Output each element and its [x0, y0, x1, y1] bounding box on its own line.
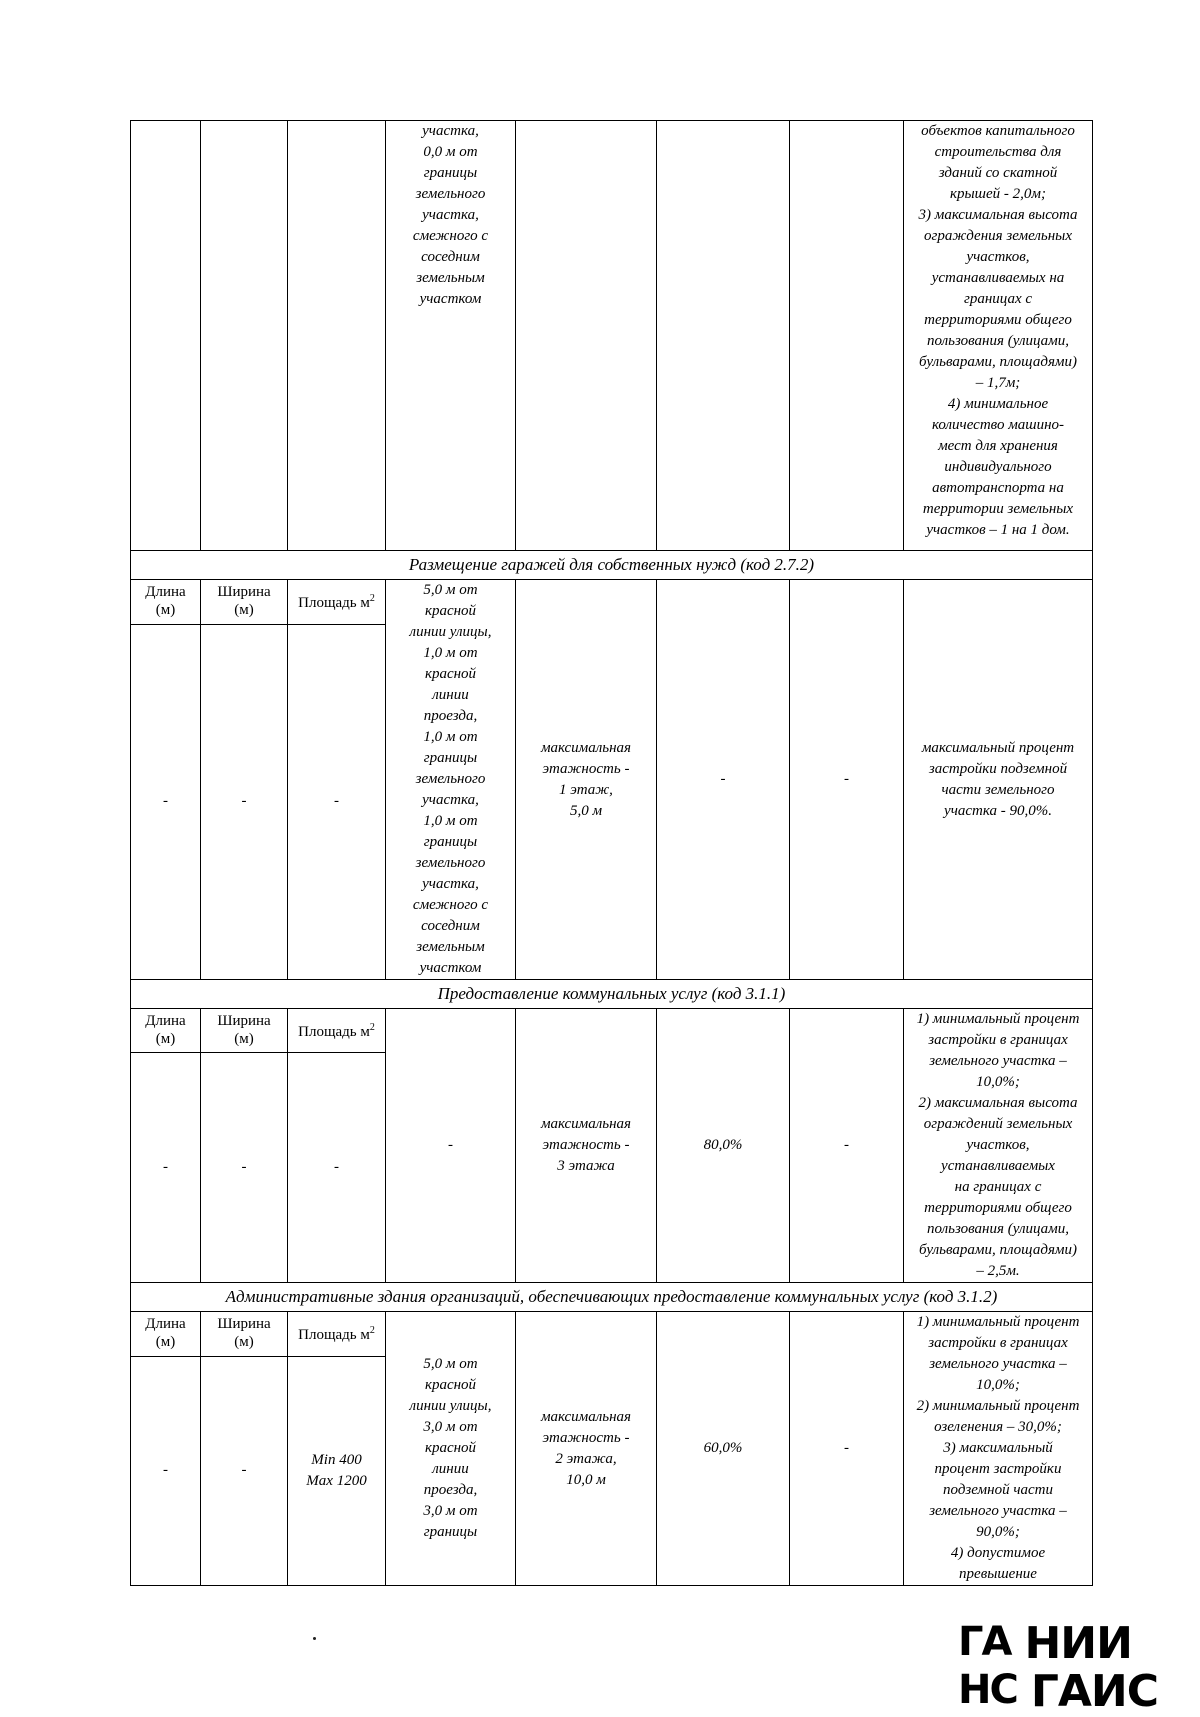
length-header: Длина (м) — [131, 1009, 201, 1053]
setback-cell: 5,0 м от красной линии улицы, 3,0 м от красной линии проезда, 3,0 м от границы — [386, 1312, 516, 1586]
length-value: - — [131, 1356, 201, 1585]
col7-cell: - — [790, 1312, 904, 1586]
logo-monogram-top: ГА — [958, 1619, 1011, 1665]
area-header — [288, 1312, 386, 1357]
continuation-row — [131, 121, 1093, 551]
cell-col7-empty — [790, 121, 904, 551]
area-value: - — [288, 1053, 386, 1283]
other-params-cell: максимальный процент застройки подземной части земельного участка - 90,0%. — [904, 580, 1093, 980]
logo-word-bottom: ГАИС — [1030, 1666, 1159, 1717]
section-header-row — [131, 551, 1093, 580]
setback-cell: - — [386, 1009, 516, 1283]
other-params-cell: 1) минимальный процент застройки в границах земельного участка – 10,0%; 2) минимальный процент озеленения – 30,0%; 3) максимальный процент застройки подземной части земельного участка – 90,0%; 4) допустимое превышение — [904, 1312, 1093, 1586]
area-header — [288, 1009, 386, 1053]
area-header-label: Площадь м — [298, 1327, 370, 1344]
page-mark — [313, 1637, 316, 1640]
area-header-label: Площадь м — [298, 595, 370, 612]
floors-cell: максимальная этажность - 3 этажа — [516, 1009, 657, 1283]
section-header-row — [131, 980, 1093, 1009]
length-header: Длина (м) — [131, 580, 201, 625]
regulations-table — [130, 120, 1093, 1586]
setback-cell: участка, 0,0 м от границы земельного участка, смежного с соседним земельным участком — [386, 121, 516, 551]
width-header: Ширина (м) — [201, 580, 288, 625]
dimension-header-row — [131, 1312, 1093, 1357]
dimension-header-row — [131, 580, 1093, 625]
floors-cell: максимальная этажность - 1 этаж, 5,0 м — [516, 580, 657, 980]
organization-logo — [958, 1618, 1168, 1717]
width-value: - — [201, 1053, 288, 1283]
width-header: Ширина (м) — [201, 1009, 288, 1053]
length-value: - — [131, 1053, 201, 1283]
area-value: - — [288, 624, 386, 979]
logo-word-top: НИИ — [1024, 1618, 1132, 1669]
logo-monogram-bottom: НС — [958, 1667, 1017, 1713]
cell-coverage-empty — [657, 121, 790, 551]
cell-length-empty — [131, 121, 201, 551]
width-value: - — [201, 624, 288, 979]
length-value: - — [131, 624, 201, 979]
cell-floors-empty — [516, 121, 657, 551]
section-title: Административные здания организаций, обеспечивающих предоставление коммунальных услуг (код 3.1.2) — [131, 1283, 1093, 1312]
width-header: Ширина (м) — [201, 1312, 288, 1357]
coverage-cell: 60,0% — [657, 1312, 790, 1586]
area-header-superscript: 2 — [369, 1325, 375, 1337]
coverage-cell: - — [657, 580, 790, 980]
cell-area-empty — [288, 121, 386, 551]
area-header — [288, 580, 386, 625]
cell-width-empty — [201, 121, 288, 551]
setback-cell: 5,0 м от красной линии улицы, 1,0 м от красной линии проезда, 1,0 м от границы земельного участка, 1,0 м от границы земельного участка, смежного с соседним земельным участком — [386, 580, 516, 980]
col7-cell: - — [790, 1009, 904, 1283]
col7-cell: - — [790, 580, 904, 980]
floors-cell: максимальная этажность - 2 этажа, 10,0 м — [516, 1312, 657, 1586]
logo-bottom-row — [958, 1666, 1159, 1717]
dimension-header-row — [131, 1009, 1093, 1053]
area-header-superscript: 2 — [369, 593, 375, 605]
area-header-label: Площадь м — [298, 1024, 370, 1040]
section-header-row — [131, 1283, 1093, 1312]
section-title: Размещение гаражей для собственных нужд (код 2.7.2) — [131, 551, 1093, 580]
other-params-cell: объектов капитального строительства для зданий со скатной крышей - 2,0м; 3) максимальная высота ограждения земельных участков, устанавливаемых на границах с территориями общего пользования (улицами, бульварами, площадями) – 1,7м; 4) минимальное количество машино- мест для хранения индивидуального автотранспорта на территории земельных участков – 1 на 1 дом. — [904, 121, 1093, 551]
coverage-cell: 80,0% — [657, 1009, 790, 1283]
area-header-superscript: 2 — [369, 1022, 375, 1033]
other-params-cell: 1) минимальный процент застройки в границах земельного участка – 10,0%; 2) максимальная высота ограждений земельных участков, устанавливаемых на границах с территориями общего пользования (улицами, бульварами, площадями) – 2,5м. — [904, 1009, 1093, 1283]
logo-top-row — [958, 1618, 1132, 1669]
length-header: Длина (м) — [131, 1312, 201, 1357]
width-value: - — [201, 1356, 288, 1585]
section-title: Предоставление коммунальных услуг (код 3.1.1) — [131, 980, 1093, 1009]
area-value: Min 400 Max 1200 — [288, 1356, 386, 1585]
